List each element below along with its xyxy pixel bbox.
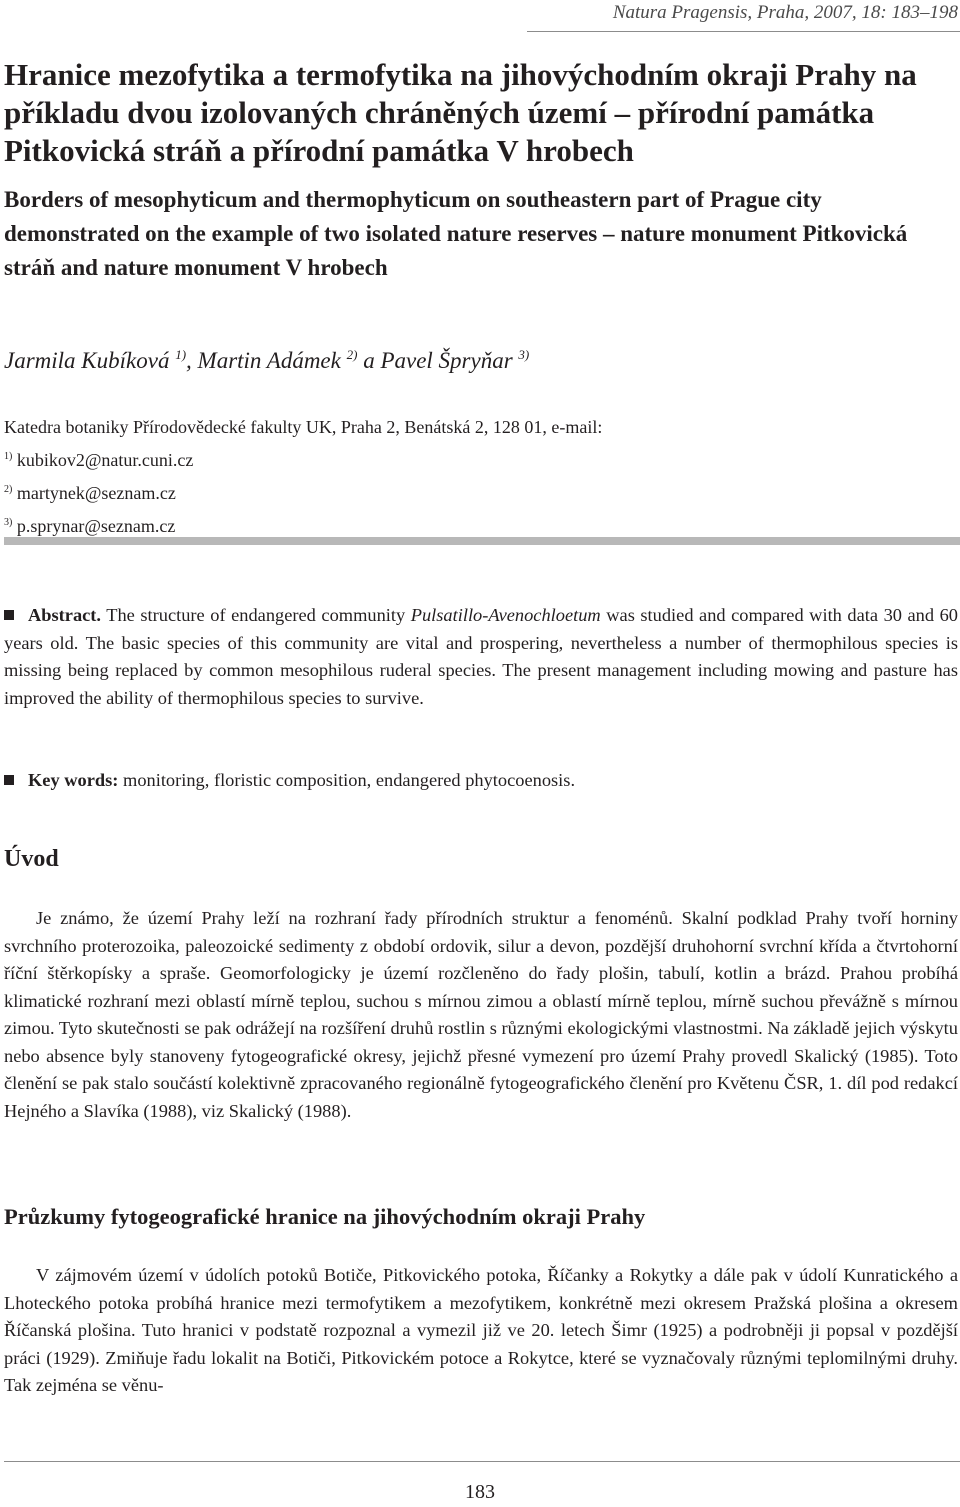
author-mark: 1) xyxy=(175,347,187,362)
keywords-paragraph xyxy=(4,767,958,795)
square-bullet-icon xyxy=(4,610,14,620)
author-mark: 3) xyxy=(518,347,530,362)
body-paragraph: Je známo, že území Prahy leží na rozhraní řady přírodních struktur a fenoménů. Skalní podklad Prahy tvoří horniny svrchního proterozoika, paleozoické sedimenty z období ordovik, silur a devon, pozdější druhohorní svrchní křída a čtvrtohorní říční štěrkopísky a spraše. Geomorfologicky je území rozčleněno do řady plošin, tabulí, kotlin a brázd. Prahou probíhá klimatické rozhraní mezi oblastí mírně teplou, suchou s mírnou zimou a oblastí mírně teplou, mírně suchou převážně s mírnou zimou. Tyto skutečnosti se pak odrážejí na rozšíření druhů rostlin s různými ekologickými vlastnostmi. Na základě jejich výskytu nebo absence byly stanoveny fytogeografické okresy, jejichž přesné vymezení pro území Prahy provedl Skalický (1985). Toto členění se pak stalo součástí kolektivně zpracovaného regionálně fytogeografického členění pro Květenu ČSR, 1. díl pod redakcí Hejného a Slavíka (1988), viz Skalický (1988). xyxy=(4,908,958,1121)
affiliation-line: Katedra botaniky Přírodovědecké fakulty UK, Praha 2, Benátská 2, 128 01, e-mail: xyxy=(4,417,603,437)
abstract-text: was studied and compared with data 30 and 60 years old. The basic species of this community are vital and prospering, nevertheless a number of thermophilous species is missing being replaced by common mesophilous ruderal species. The present management including mowing and pasture has improved the ability of thermophilous species to survive. xyxy=(4,605,958,708)
author-list xyxy=(4,347,529,374)
email-mark: 3) xyxy=(4,517,13,528)
email-entry xyxy=(4,475,954,508)
email-entry xyxy=(4,442,954,475)
body-paragraph: V zájmovém území v údolích potoků Botiče, Pitkovického potoka, Říčanky a Rokytky a dále pak v údolí Kunratického a Lhoteckého potoka probíhá hranice mezi termofytikem a mezofytikem, konkrétně mezi okresem Pražská plošina a okresem Říčanská plošina. Tuto hranici v podstatě rozpoznal a vymezil již ve 20. letech Šimr (1925) a podrobněji ji popsal v pozdější práci (1929). Zmiňuje řadu lokalit na Botiči, Pitkovickém potoce a Rokytce, které se vyznačovaly různými teplomilnými druhy. Tak zejména se věnu- xyxy=(4,1265,958,1395)
section-heading-pruzkumy: Průzkumy fytogeografické hranice na jihovýchodním okraji Prahy xyxy=(4,1204,646,1229)
author-separator: a xyxy=(357,348,381,373)
section-heading-uvod: Úvod xyxy=(4,846,59,872)
email-link[interactable]: martynek@seznam.cz xyxy=(16,483,176,503)
page-number: 183 xyxy=(465,1481,495,1503)
abstract-paragraph xyxy=(4,602,958,712)
email-link[interactable]: kubikov2@natur.cuni.cz xyxy=(16,450,194,470)
article-title-czech: Hranice mezofytika a termofytika na jihovýchodním okraji Prahy na příkladu dvou izolovaných chráněných území – přírodní památka Pitkovická stráň a přírodní památka V hrobech xyxy=(4,57,917,168)
keywords-label: Key words: xyxy=(28,770,119,790)
article-title-english: Borders of mesophyticum and thermophyticum on southeastern part of Prague city demonstrated on the example of two isolated nature reserves – nature monument Pitkovická stráň and nature monument V hrobech xyxy=(4,187,908,280)
email-mark: 2) xyxy=(4,484,13,495)
abstract-text: The structure of endangered community xyxy=(101,605,411,625)
header-rule xyxy=(527,31,960,32)
affiliation-block xyxy=(4,412,954,541)
author-separator: , xyxy=(186,348,198,373)
email-mark: 1) xyxy=(4,451,13,462)
species-name: Pulsatillo-Avenochloetum xyxy=(410,605,601,625)
journal-citation: Natura Pragensis, Praha, 2007, 18: 183–198 xyxy=(612,2,958,23)
section-divider xyxy=(4,537,960,545)
keywords-text: monitoring, floristic composition, endangered phytocoenosis. xyxy=(118,770,576,790)
author-mark: 2) xyxy=(346,347,358,362)
abstract-label: Abstract. xyxy=(28,605,102,625)
footer-rule xyxy=(4,1461,960,1462)
email-link[interactable]: p.sprynar@seznam.cz xyxy=(16,516,176,536)
author-name: Martin Adámek xyxy=(197,348,341,373)
author-name: Jarmila Kubíková xyxy=(4,348,170,373)
author-name: Pavel Špryňar xyxy=(380,348,513,373)
square-bullet-icon xyxy=(4,775,14,785)
